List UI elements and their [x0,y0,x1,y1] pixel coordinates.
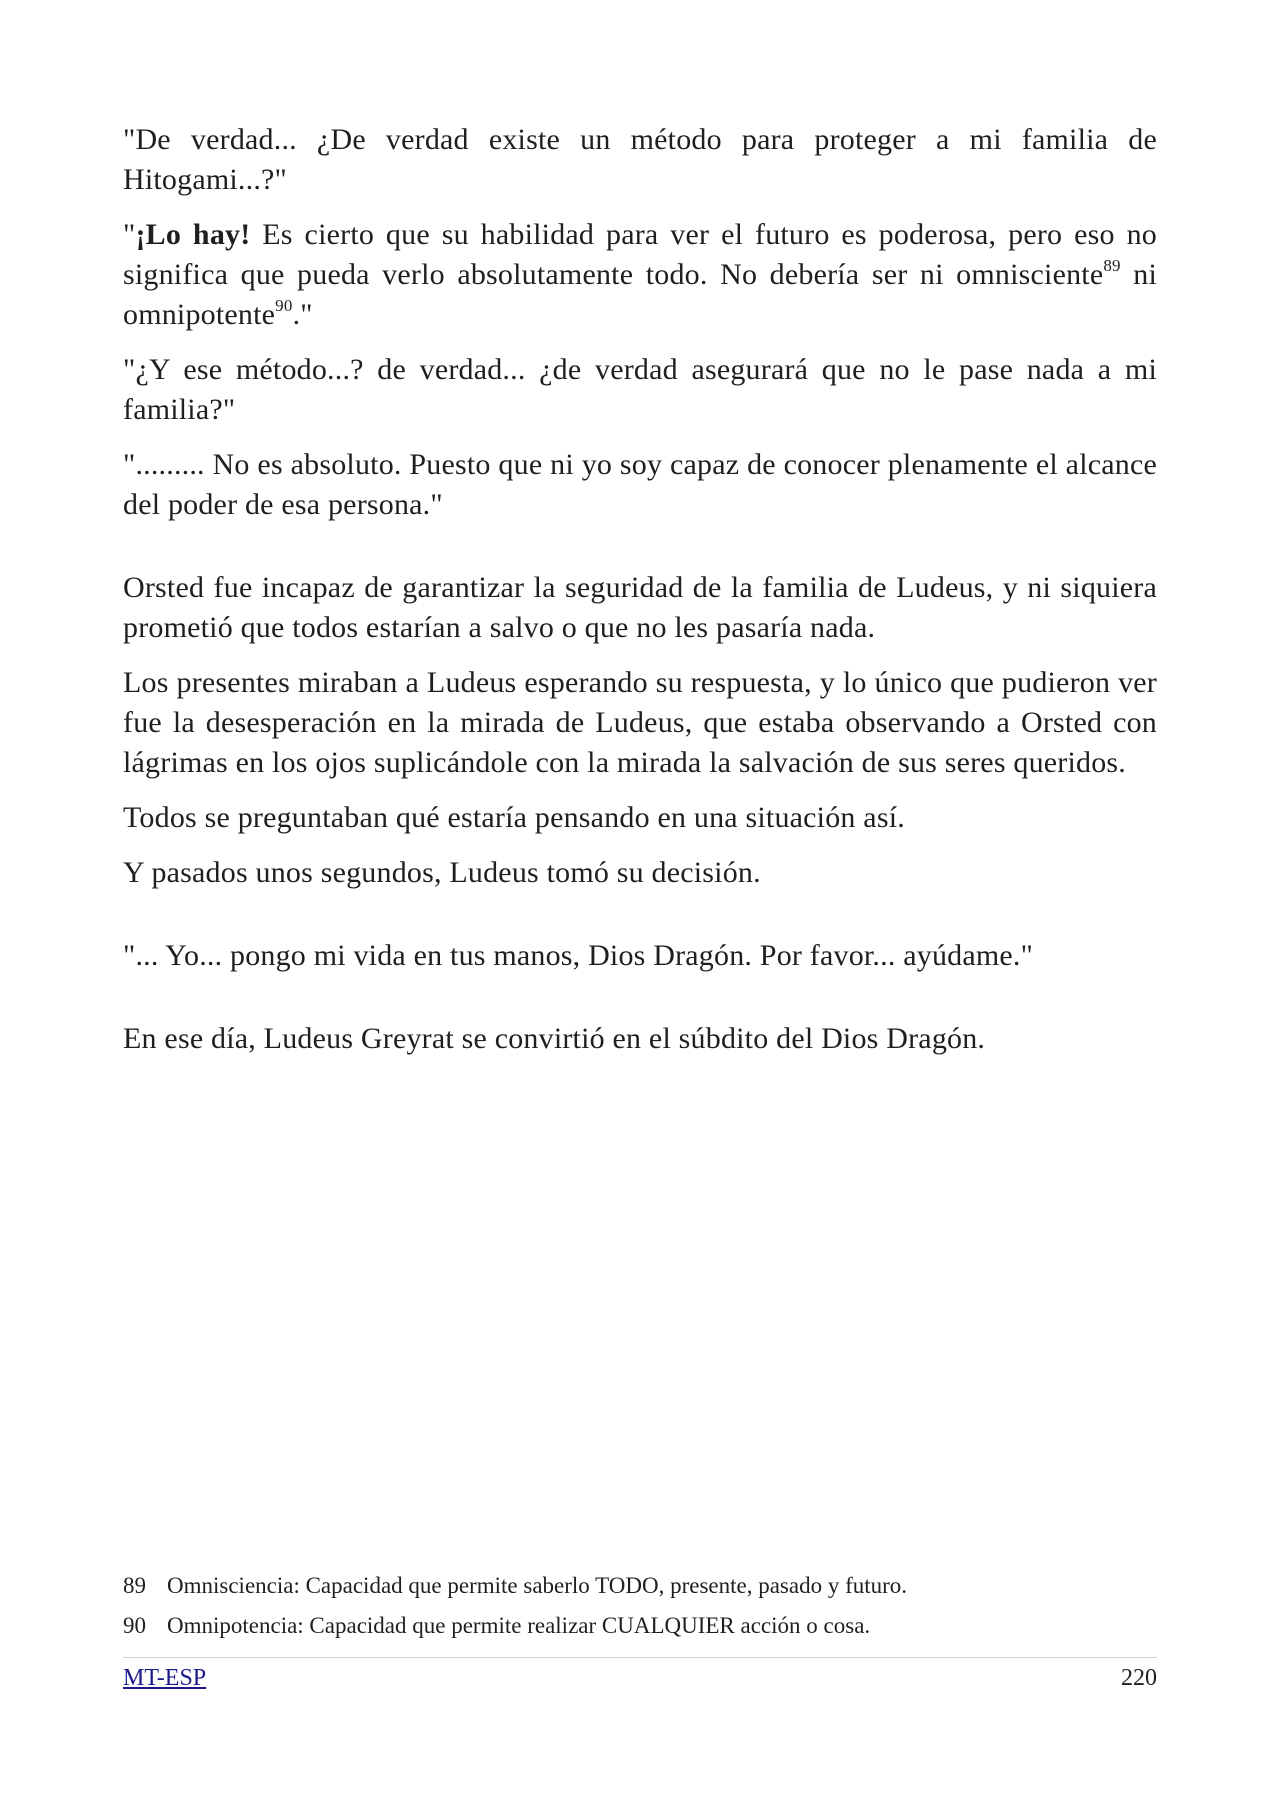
paragraph-8: Y pasados unos segundos, Ludeus tomó su decisión. [123,856,761,889]
footnotes [123,1566,1157,1646]
paragraph-4: "......... No es absoluto. Puesto que ni yo soy capaz de conocer plenamente el alcance del poder de esa persona." [123,448,1157,521]
paragraph-3: "¿Y ese método...? de verdad... ¿de verdad asegurará que no le pase nada a mi familia?" [123,353,1157,426]
paragraph-2-text: Es cierto que su habilidad para ver el futuro es poderosa, pero eso no significa que pueda verlo absolutamente todo. No debería ser ni omnisciente [123,218,1157,291]
paragraph-7: Todos se preguntaban qué estaría pensando en una situación así. [123,801,905,834]
footnote-number: 90 [123,1613,146,1638]
footnote-text: Omnisciencia: Capacidad que permite saberlo TODO, presente, pasado y futuro. [167,1573,908,1598]
paragraph-9: "... Yo... pongo mi vida en tus manos, Dios Dragón. Por favor... ayúdame." [123,939,1034,972]
footnote-text: Omnipotencia: Capacidad que permite realizar CUALQUIER acción o cosa. [167,1613,871,1638]
paragraph-1: "De verdad... ¿De verdad existe un método para proteger a mi familia de Hitogami...?" [123,123,1157,196]
paragraph-2-mid: ni omnipotente [123,258,1157,331]
quote-open: " [123,218,136,251]
footer-link[interactable]: MT-ESP [123,1665,207,1691]
paragraph-10: En ese día, Ludeus Greyrat se convirtió en el súbdito del Dios Dragón. [123,1022,986,1055]
paragraph-6: Los presentes miraban a Ludeus esperando su respuesta, y lo único que pudieron ver fue la desesperación en la mirada de Ludeus, que estaba observando a Orsted con lágrimas en los ojos suplicándole con la mirada la salvación de sus seres queridos. [123,666,1157,779]
paragraph-5: Orsted fue incapaz de garantizar la seguridad de la familia de Ludeus, y ni siquiera prometió que todos estarían a salvo o que no les pasaría nada. [123,571,1157,644]
footnote-ref-90[interactable]: 90 [275,296,293,315]
bold-exclamation: ¡Lo hay! [135,218,251,251]
page-number: 220 [1121,1665,1157,1691]
paragraph-2 [123,215,1157,335]
main-text [123,120,1157,1074]
footnote-90 [123,1606,1157,1646]
footnote-number: 89 [123,1573,146,1598]
footnote-89 [123,1566,1157,1606]
paragraph-2-end: ." [292,298,313,331]
footnote-ref-89[interactable]: 89 [1103,256,1121,275]
page-footer [123,1657,1157,1694]
